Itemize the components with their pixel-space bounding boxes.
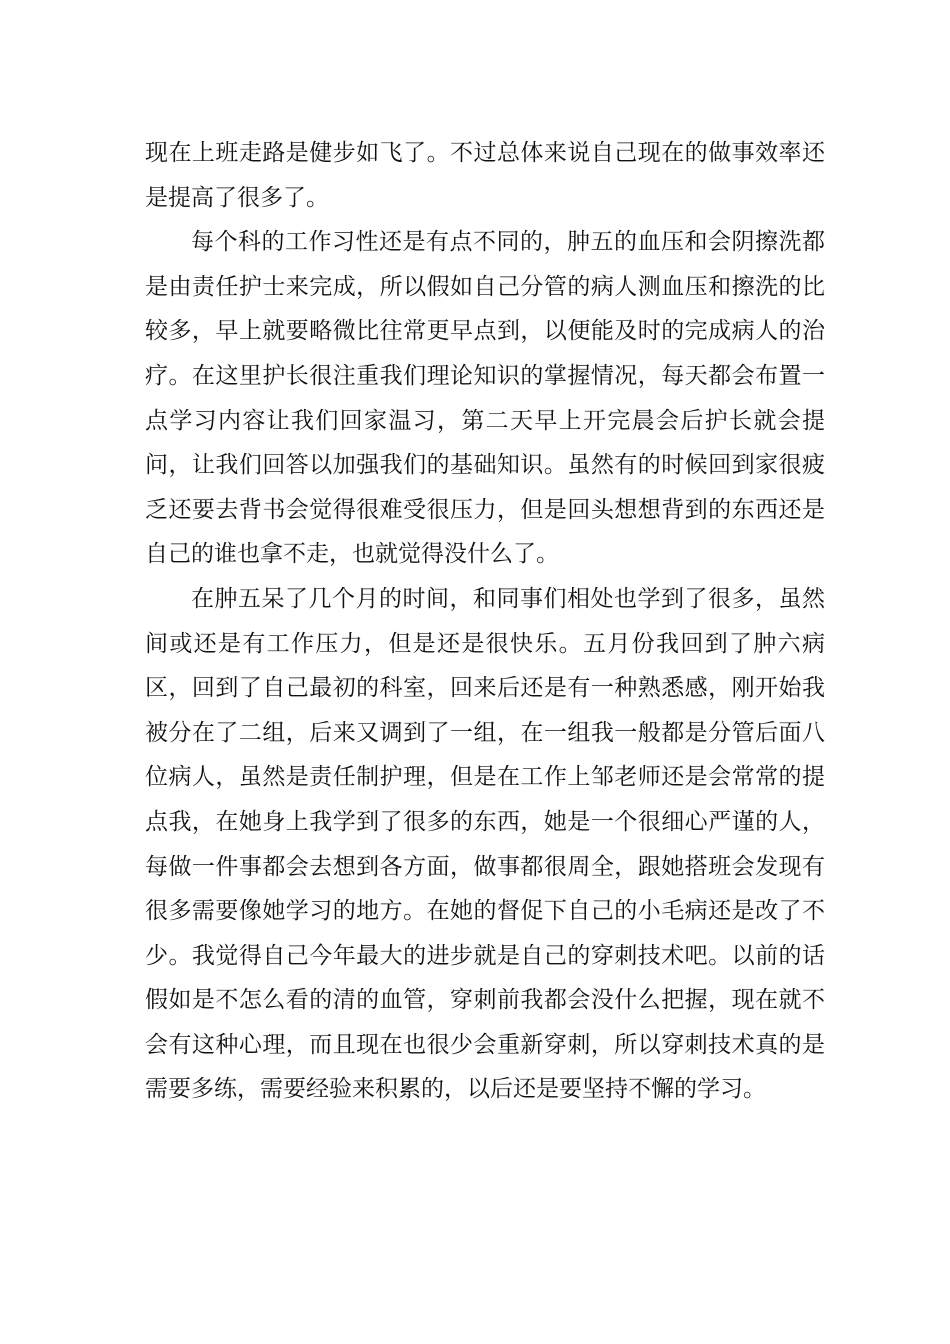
paragraph-return-to-ward: 在肿五呆了几个月的时间，和同事们相处也学到了很多，虽然间或还是有工作压力，但是还是很快乐。五月份我回到了肿六病区，回到了自己最初的科室，回来后还是有一种熟悉感，刚开始我被分在了二组，后来又调到了一组，在一组我一般都是分管后面八位病人，虽然是责任制护理，但是在工作上邹老师还是会常常的提点我，在她身上我学到了很多的东西，她是一个很细心严谨的人，每做一件事都会去想到各方面，做事都很周全，跟她搭班会发现有很多需要像她学习的地方。在她的督促下自己的小毛病还是改了不少。我觉得自己今年最大的进步就是自己的穿刺技术吧。以前的话假如是不怎么看的清的血管，穿刺前我都会没什么把握，现在就不会有这种心理，而且现在也很少会重新穿刺，所以穿刺技术真的是需要多练，需要经验来积累的，以后还是要坚持不懈的学习。 [145,585,825,1103]
paragraph-continuation: 现在上班走路是健步如飞了。不过总体来说自己现在的做事效率还是提高了很多了。 [145,140,825,211]
body-text [145,131,825,1112]
paragraph-work-habits: 每个科的工作习性还是有点不同的，肿五的血压和会阴擦洗都是由责任护士来完成，所以假如自己分管的病人测血压和擦洗的比较多，早上就要略微比往常更早点到，以便能及时的完成病人的治疗。在这里护长很注重我们理论知识的掌握情况，每天都会布置一点学习内容让我们回家温习，第二天早上开完晨会后护长就会提问，让我们回答以加强我们的基础知识。虽然有的时候回到家很疲乏还要去背书会觉得很难受很压力，但是回头想想背到的东西还是自己的谁也拿不走，也就觉得没什么了。 [145,229,825,568]
